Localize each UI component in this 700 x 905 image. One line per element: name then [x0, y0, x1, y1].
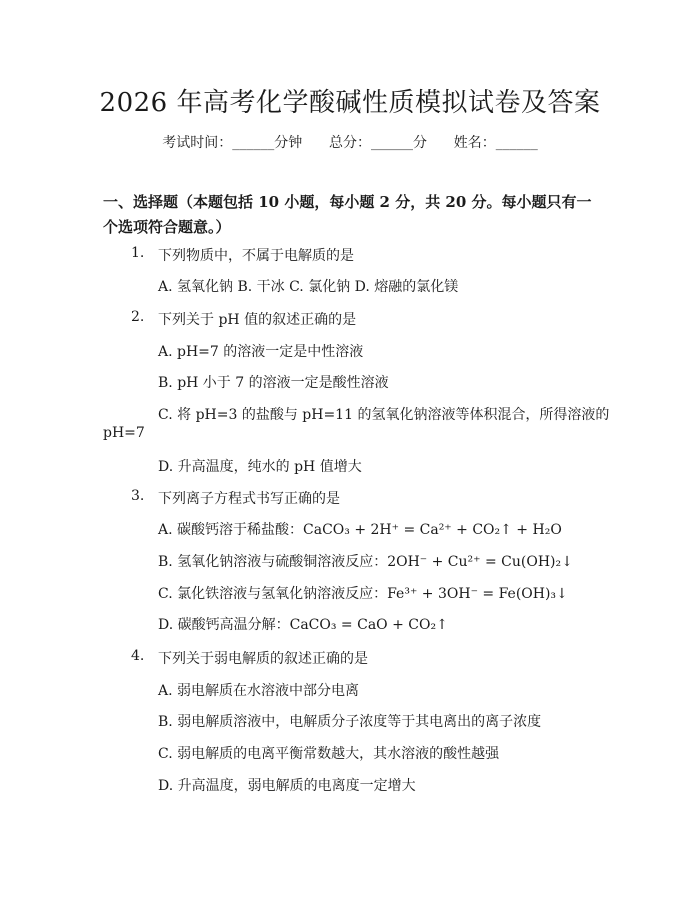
question-number: 2. — [131, 309, 145, 325]
option-c: C. 弱电解质的电离平衡常数越大，其水溶液的酸性越强 — [158, 746, 500, 762]
option-b: B. 弱电解质溶液中，电解质分子浓度等于其电离出的离子浓度 — [158, 714, 542, 730]
option-a: A. pH=7 的溶液一定是中性溶液 — [158, 344, 364, 360]
option-a: A. 碳酸钙溶于稀盐酸：CaCO₃ + 2H⁺ = Ca²⁺ + CO₂↑ + H₂O — [158, 522, 562, 538]
score-unit: 分 — [413, 135, 427, 151]
option-c: C. 将 pH=3 的盐酸与 pH=11 的氢氧化钠溶液等体积混合，所得溶液的 — [158, 407, 610, 423]
time-label: 考试时间： — [162, 135, 233, 151]
score-label: 总分： — [329, 135, 371, 151]
name-label: 姓名： — [453, 135, 496, 151]
question-number: 3. — [131, 488, 145, 504]
option-c: C. 氯化铁溶液与氢氧化钠溶液反应：Fe³⁺ + 3OH⁻ = Fe(OH)₃↓ — [158, 586, 568, 602]
option-c-continued: pH=7 — [103, 425, 145, 441]
page-title: 2026 年高考化学酸碱性质模拟试卷及答案 — [99, 88, 601, 118]
option-d: D. 升高温度，纯水的 pH 值增大 — [158, 459, 362, 475]
time-blank: ______ — [232, 135, 275, 151]
option-d: D. 升高温度，弱电解质的电离度一定增大 — [158, 778, 416, 794]
option-a: A. 弱电解质在水溶液中部分电离 — [158, 683, 360, 699]
option-b: B. 氢氧化钠溶液与硫酸铜溶液反应：2OH⁻ + Cu²⁺ = Cu(OH)₂↓ — [158, 554, 573, 570]
question-number: 1. — [131, 245, 145, 261]
option-b: B. pH 小于 7 的溶液一定是酸性溶液 — [158, 375, 389, 391]
exam-meta-line — [0, 132, 700, 152]
question-stem: 下列关于弱电解质的叙述正确的是 — [158, 651, 368, 667]
question-options: A. 氢氧化钠 B. 干冰 C. 氯化钠 D. 熔融的氯化镁 — [158, 279, 459, 295]
question-stem: 下列物质中，不属于电解质的是 — [158, 248, 354, 264]
name-blank: ______ — [495, 135, 538, 151]
question-stem: 下列关于 pH 值的叙述正确的是 — [158, 312, 357, 328]
question-number: 4. — [131, 648, 145, 664]
question-stem: 下列离子方程式书写正确的是 — [158, 491, 340, 507]
score-blank: ______ — [371, 135, 413, 151]
time-unit: 分钟 — [274, 135, 303, 151]
section-heading: 一、选择题（本题包括 10 小题，每小题 2 分，共 20 分。每小题只有一个选项符合题意。） — [103, 193, 592, 236]
option-d: D. 碳酸钙高温分解：CaCO₃ = CaO + CO₂↑ — [158, 617, 448, 633]
